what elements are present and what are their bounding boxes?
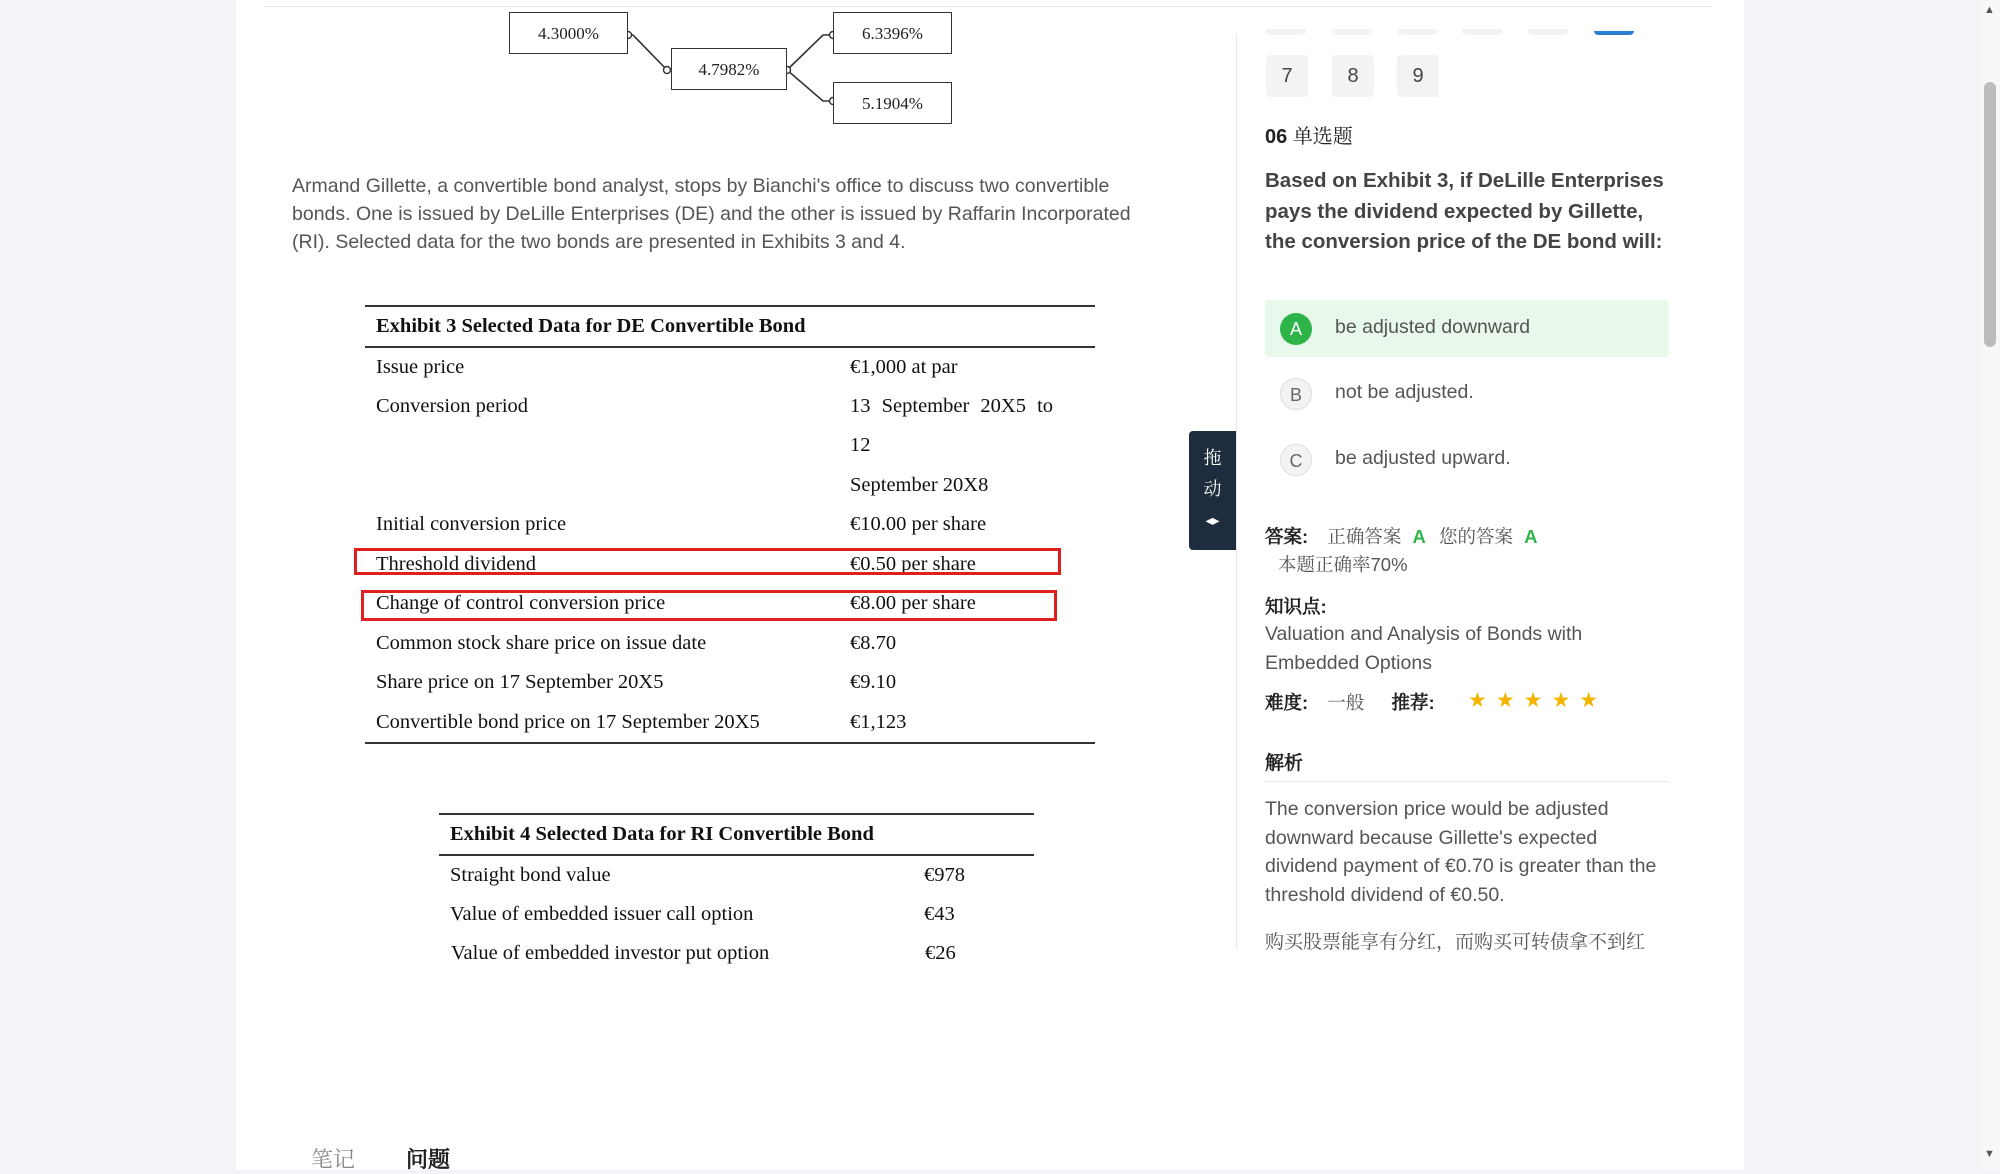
exhibit-3-row-label: Share price on 17 September 20X5 [376, 671, 664, 693]
exhibit-3-row-value: €8.00 per share [850, 592, 976, 614]
binomial-tree-figure [270, 24, 970, 135]
question-nav-button-active-partial[interactable] [1594, 31, 1634, 35]
tree-node: 4.3000% [509, 12, 628, 54]
question-type: 单选题 [1292, 126, 1353, 148]
option-letter: C [1280, 444, 1312, 476]
option-letter: B [1280, 378, 1312, 410]
scroll-down-icon[interactable]: ▼ [1984, 1148, 1995, 1160]
table-rule [439, 854, 1034, 856]
exhibit-4-row-label: Value of embedded issuer call option [450, 903, 754, 925]
difficulty-value: 一般 [1327, 692, 1365, 713]
exhibit-4-cut-row [440, 934, 1080, 964]
panel-divider [1236, 34, 1237, 949]
top-divider [264, 6, 1712, 7]
exhibit-3-row-value: September 20X8 [850, 474, 989, 496]
exhibit-3-row-value: €1,000 at par [850, 356, 958, 378]
question-nav-button-partial[interactable] [1397, 29, 1437, 35]
question-nav-button[interactable]: 7 [1266, 55, 1308, 97]
exhibit-4-row-label: Straight bond value [450, 864, 611, 886]
knowledge-label-text: 知识点: [1265, 596, 1327, 617]
question-nav-button-partial[interactable] [1332, 29, 1372, 35]
scrollbar-thumb[interactable] [1984, 82, 1996, 347]
tree-node: 5.1904% [833, 82, 952, 124]
option-c[interactable] [1265, 431, 1669, 488]
option-text: be adjusted upward. [1335, 447, 1511, 469]
question-nav-button-partial[interactable] [1528, 29, 1568, 35]
question-nav-button[interactable]: 8 [1332, 55, 1374, 97]
question-header [1265, 120, 1353, 149]
answer-label: 答案: [1265, 526, 1309, 547]
exhibit-3-row-label: Issue price [376, 356, 465, 378]
panel-drag-handle[interactable] [1189, 431, 1236, 550]
option-text: not be adjusted. [1335, 381, 1474, 403]
knowledge-label [1265, 593, 1327, 619]
analysis-text: The conversion price would be adjusted downward because Gillette's expected dividend payment of €0.70 is greater than the threshold dividend of €0.50. [1265, 798, 1657, 906]
option-text: be adjusted downward [1335, 316, 1531, 338]
correct-rate: 本题正确率70% [1278, 554, 1408, 575]
table-rule [439, 813, 1034, 815]
star-rating-icon: ★★★★★ [1468, 689, 1608, 712]
exhibit-3-row-label: Convertible bond price on 17 September 20X5 [376, 711, 760, 733]
highlight-box-change-of-control [361, 590, 1057, 621]
exhibit-4-title: Exhibit 4 Selected Data for RI Convertible Bond [450, 823, 874, 845]
exhibit-3-row-value: €0.50 per share [850, 553, 976, 575]
exhibit-4-row-value: €43 [924, 903, 955, 925]
exhibit-3-row-label: Initial conversion price [376, 513, 567, 535]
question-nav-button-partial[interactable] [1462, 29, 1502, 35]
difficulty-line [1265, 689, 1435, 715]
drag-label: 拖 [1203, 448, 1222, 468]
correct-answer-value: A [1412, 526, 1426, 547]
question-nav-button-partial[interactable] [1266, 29, 1306, 35]
exhibit-4-row-value: €26 [925, 942, 956, 964]
scroll-up-icon[interactable]: ▲ [1984, 4, 1995, 16]
tab-questions[interactable]: 问题 [406, 1147, 451, 1172]
option-b[interactable] [1265, 365, 1669, 422]
table-rule [365, 742, 1095, 744]
exhibit-3-row-value: 13 September 20X5 to [850, 395, 1054, 417]
recommend-label: 推荐: [1391, 692, 1435, 713]
exhibit-4-row-value: €978 [924, 864, 965, 886]
table-rule [365, 346, 1095, 348]
option-letter: A [1280, 313, 1312, 345]
question-nav-button[interactable]: 9 [1397, 55, 1439, 97]
exhibit-3-row-label: Change of control conversion price [376, 592, 666, 614]
your-answer-label: 您的答案 [1438, 526, 1513, 547]
answer-line [1265, 523, 1538, 549]
exhibit-3-row-value: €1,123 [850, 711, 907, 733]
exhibit-4-table [439, 813, 1034, 953]
knowledge-point-link[interactable]: Valuation and Analysis of Bonds with Embedded Options [1265, 623, 1583, 674]
analysis-title: 解析 [1265, 753, 1304, 774]
analysis-text-cn: 购买股票能享有分红，而购买可转债拿不到红 [1265, 932, 1646, 953]
tree-node: 4.7982% [671, 48, 787, 90]
analysis-divider [1265, 781, 1669, 782]
tab-notes[interactable]: 笔记 [311, 1147, 356, 1172]
exhibit-3-table [365, 305, 1095, 745]
exhibit-4-row-label: Value of embedded investor put option [451, 942, 770, 964]
exhibit-3-row-label: Conversion period [376, 395, 529, 417]
tree-node: 6.3396% [833, 12, 952, 54]
exhibit-3-row-label: Threshold dividend [376, 553, 536, 575]
case-passage: Armand Gillette, a convertible bond analyst, stops by Bianchi's office to discuss two convertible bonds. One is issued by DeLille Enterprises (DE) and the other is issued by Raffarin Incorporated (RI). Selected data for the two bonds are presented in Exhibits 3 and 4. [292, 175, 1131, 253]
highlight-box-threshold-dividend [354, 548, 1061, 575]
correct-answer-label: 正确答案 [1327, 526, 1402, 547]
table-rule [365, 305, 1095, 307]
exhibit-3-row-value: €9.10 [850, 671, 897, 693]
option-a[interactable] [1265, 300, 1669, 357]
exhibit-3-row-value: €8.70 [850, 632, 897, 654]
question-stem: Based on Exhibit 3, if DeLille Enterprises pays the dividend expected by Gillette, the conversion price of the DE bond will: [1265, 169, 1664, 253]
difficulty-label: 难度: [1265, 692, 1309, 713]
exhibit-3-row-value: 12 [850, 434, 871, 456]
resize-arrows-icon: ◂▸ [1205, 512, 1220, 528]
your-answer-value: A [1524, 526, 1538, 547]
exhibit-3-row-value: €10.00 per share [850, 513, 987, 535]
drag-label: 动 [1203, 479, 1222, 499]
exhibit-3-row-label: Common stock share price on issue date [376, 632, 707, 654]
exhibit-3-title: Exhibit 3 Selected Data for DE Convertible Bond [376, 315, 806, 337]
question-number: 06 [1265, 126, 1288, 148]
